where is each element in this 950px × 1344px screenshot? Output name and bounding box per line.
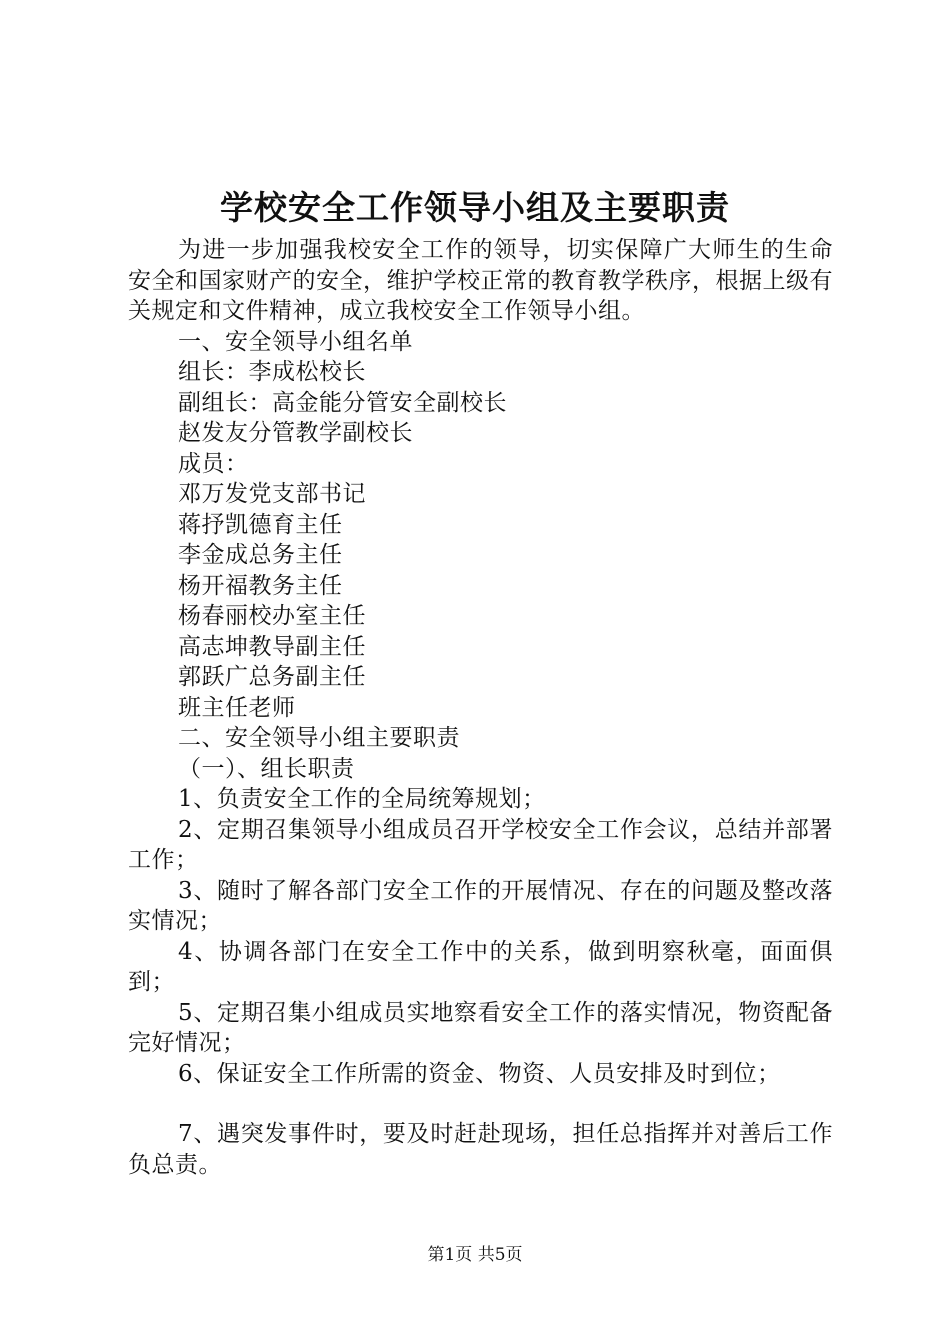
member-line: 郭跃广总务副主任 — [178, 664, 366, 690]
members-label: 成员： — [178, 450, 249, 477]
duty-item: 2、定期召集领导小组成员召开学校安全工作会议，总结并部署工作； — [128, 816, 833, 873]
document-title: 学校安全工作领导小组及主要职责 — [220, 188, 730, 227]
paragraph-spacer — [128, 1089, 833, 1119]
duty-item: 3、随时了解各部门安全工作的开展情况、存在的问题及整改落实情况； — [128, 877, 833, 934]
duty-item: 4、协调各部门在安全工作中的关系，做到明察秋毫，面面俱到； — [128, 938, 833, 995]
section-heading-roster: 一、安全领导小组名单 — [178, 328, 413, 355]
leader-line: 组长：李成松校长 — [178, 359, 366, 385]
duty-item: 7、遇突发事件时，要及时赶赴现场，担任总指挥并对善后工作负总责。 — [128, 1121, 833, 1178]
duty-item: 5、定期召集小组成员实地察看安全工作的落实情况，物资配备完好情况； — [128, 999, 833, 1056]
duty-item: 1、负责安全工作的全局统筹规划； — [178, 786, 546, 812]
member-line: 李金成总务主任 — [178, 542, 343, 568]
intro-paragraph: 为进一步加强我校安全工作的领导，切实保障广大师生的生命安全和国家财产的安全，维护学校正常的教育教学秩序，根据上级有关规定和文件精神，成立我校安全工作领导小组。 — [128, 237, 833, 324]
duty-item: 6、保证安全工作所需的资金、物资、人员安排及时到位； — [178, 1060, 781, 1087]
member-line: 高志坤教导副主任 — [178, 633, 366, 660]
member-line: 蒋抒凯德育主任 — [178, 511, 343, 538]
page-footer: 第1页 共5页 — [427, 1245, 523, 1265]
section-heading-duties: 二、安全领导小组主要职责 — [178, 725, 460, 751]
member-line: 杨开福教务主任 — [178, 572, 343, 599]
subsection-heading: （一）、组长职责 — [178, 755, 355, 782]
member-line: 杨春丽校办室主任 — [178, 603, 366, 629]
document-body — [128, 235, 833, 1180]
deputy-leader-line: 赵发友分管教学副校长 — [178, 420, 413, 446]
deputy-leader-line: 副组长：高金能分管安全副校长 — [178, 389, 507, 416]
member-line: 邓万发党支部书记 — [178, 481, 366, 507]
member-line: 班主任老师 — [178, 694, 296, 721]
